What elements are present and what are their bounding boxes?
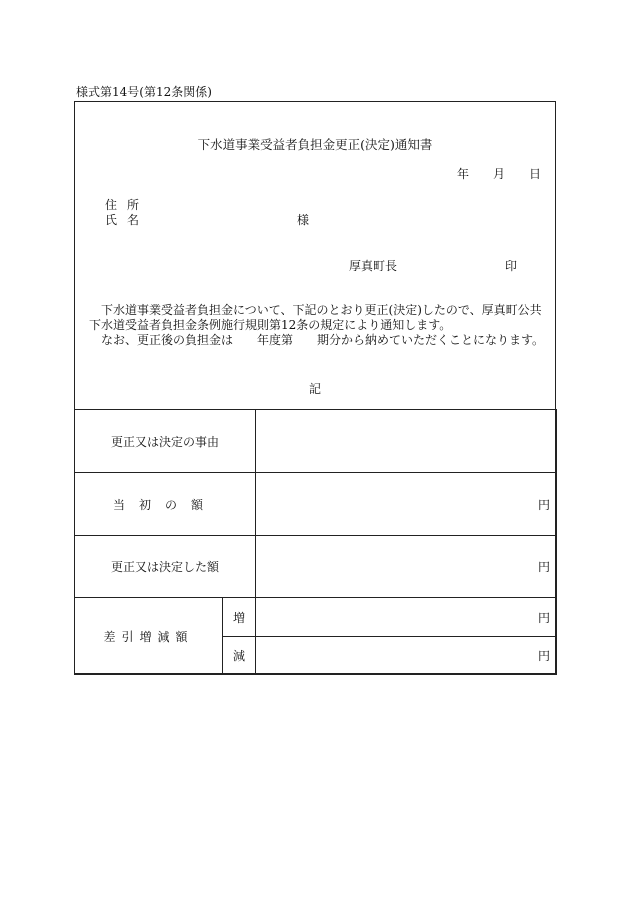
- ki-heading: 記: [308, 382, 321, 396]
- document-title: 下水道事業受益者負担金更正(決定)通知書: [197, 137, 433, 152]
- table-row-reason: [75, 410, 557, 473]
- date-day: 日: [529, 167, 542, 181]
- issuer-mayor: 厚真町長: [349, 259, 398, 273]
- notice-body: [89, 303, 549, 348]
- reason-label: 更正又は決定の事由: [75, 410, 256, 473]
- initial-amount-label: 当初の額: [75, 473, 256, 536]
- amount-table: [74, 409, 557, 675]
- decrease-yen: 円: [256, 637, 557, 675]
- table-row-initial: [75, 473, 557, 536]
- body-paragraph-1: 下水道事業受益者負担金について、下記のとおり更正(決定)したので、厚真町公共下水道受益者負担金条例施行規則第12条の規定により通知します。: [89, 303, 542, 332]
- date-month: 月: [493, 167, 506, 181]
- reason-value: [256, 410, 557, 473]
- form-number: 様式第14号(第12条関係): [76, 85, 212, 99]
- seal-mark: 印: [505, 259, 518, 273]
- table-row-decided: [75, 536, 557, 598]
- increase-yen: 円: [256, 598, 557, 637]
- notice-form: [74, 101, 556, 674]
- decided-amount-yen: 円: [256, 536, 557, 598]
- increase-label: 増: [223, 598, 256, 637]
- date-year: 年: [457, 167, 470, 181]
- initial-amount-yen: 円: [256, 473, 557, 536]
- table-row-increase: [75, 598, 557, 637]
- honorific: 様: [297, 213, 310, 227]
- difference-label: 差引増減額: [75, 598, 223, 675]
- address-label: 住所: [105, 198, 150, 212]
- body-paragraph-2: なお、更正後の負担金は 年度第 期分から納めていただくことになります。: [101, 333, 545, 347]
- decided-amount-label: 更正又は決定した額: [75, 536, 256, 598]
- name-label: 氏名: [105, 213, 150, 227]
- decrease-label: 減: [223, 637, 256, 675]
